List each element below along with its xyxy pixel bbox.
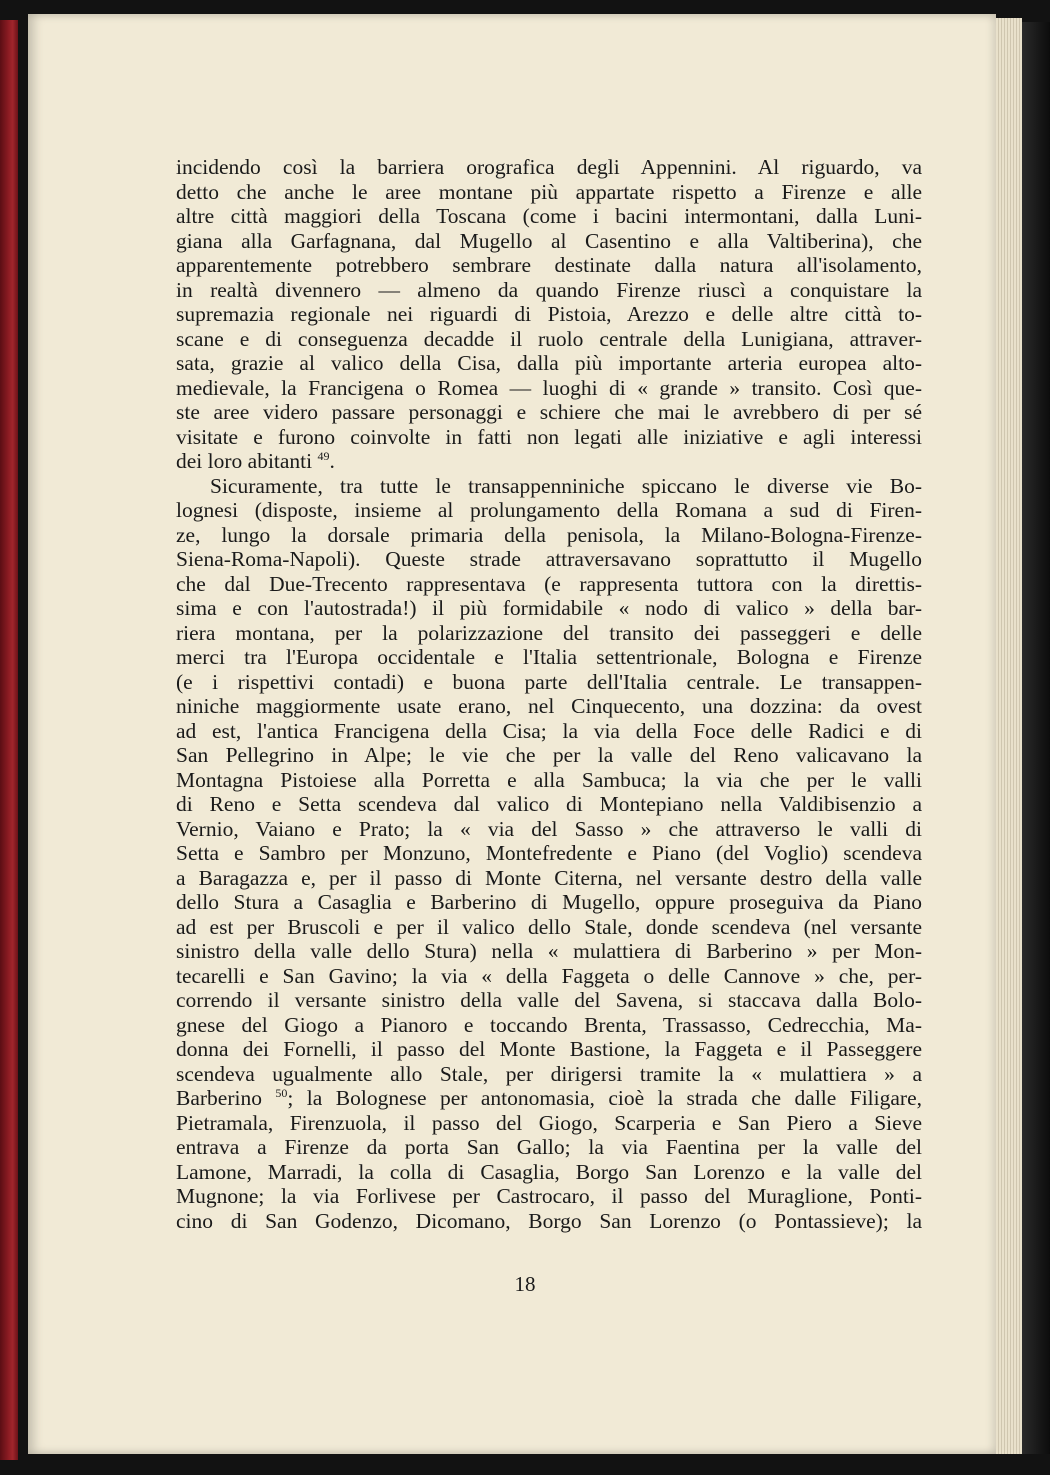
text-line: merci tra l'Europa occidentale e l'Italia settentrionale, Bologna e Firenze — [176, 645, 922, 669]
text-line: tecarelli e San Gavino; la via « della Faggeta o delle Cannove » che, per- — [176, 963, 922, 988]
text-line: medievale, la Francigena o Romea — luoghi di « grande » transito. Così que- — [176, 375, 922, 400]
book-spine-red — [0, 20, 18, 1460]
footnote-ref-49: 49 — [317, 449, 330, 463]
text-line: Pietramala, Firenzuola, il passo del Giogo, Scarperia e San Piero a Sieve — [176, 1110, 922, 1135]
text-line: ze, lungo la dorsale primaria della penisola, la Milano-Bologna-Firenze- — [176, 522, 922, 547]
book-cover-edge — [1022, 22, 1050, 1454]
text-line — [176, 1086, 922, 1111]
text-line: niniche maggiormente usate erano, nel Cinquecento, una dozzina: da ovest — [176, 694, 922, 718]
text-line: dello Stura a Casaglia e Barberino di Mugello, oppure proseguiva da Piano — [176, 890, 922, 914]
text-line: Mugnone; la via Forlivese per Castrocaro, il passo del Muraglione, Ponti- — [176, 1184, 922, 1208]
text-line: che dal Due-Trecento rappresentava (e rappresenta tuttora con la direttis- — [176, 571, 922, 596]
text-line: Vernio, Vaiano e Prato; la « via del Sasso » che attraverso le valli di — [176, 816, 922, 841]
text-line: ad est, l'antica Francigena della Cisa; la via della Foce delle Radici e di — [176, 718, 922, 743]
text-line: lognesi (disposte, insieme al prolungamento della Romana a sud di Firen- — [176, 498, 922, 522]
text-line: altre città maggiori della Toscana (come i bacini intermontani, dalla Luni- — [176, 204, 922, 228]
text-fragment: ; la Bolognese per antonomasia, cioè la strada che dalle Filigare, — [287, 1086, 922, 1110]
text-line: sata, grazie al valico della Cisa, dalla più importante arteria europea alto- — [176, 351, 922, 375]
text-line: di Reno e Setta scendeva dal valico di Montepiano nella Valdibisenzio a — [176, 792, 922, 816]
text-line: Sicuramente, tra tutte le transappenniniche spiccano le diverse vie Bo- — [210, 473, 922, 498]
text-line — [176, 449, 922, 474]
text-line: a Baragazza e, per il passo di Monte Citerna, nel versante destro della valle — [176, 865, 922, 890]
text-line: Montagna Pistoiese alla Porretta e alla Sambuca; la via che per le valli — [176, 767, 922, 792]
text-line: incidendo così la barriera orografica degli Appennini. Al riguardo, va — [176, 155, 922, 179]
text-fragment: Barberino — [176, 1086, 262, 1110]
footnote-ref-50: 50 — [275, 1086, 288, 1100]
text-line: Lamone, Marradi, la colla di Casaglia, Borgo San Lorenzo e la valle del — [176, 1159, 922, 1184]
paragraph-2 — [176, 474, 922, 1234]
text-line: entrava a Firenze da porta San Gallo; la via Faentina per la valle del — [176, 1135, 922, 1159]
text-line: scendeva ugualmente allo Stale, per dirigersi tramite la « mulattiera » a — [176, 1061, 922, 1086]
text-line: giana alla Garfagnana, dal Mugello al Casentino e alla Valtiberina), che — [176, 228, 922, 253]
text-line: cino di San Godenzo, Dicomano, Borgo San Lorenzo (o Pontassieve); la — [176, 1208, 922, 1233]
page-edges — [996, 18, 1022, 1454]
text-line: gnese del Giogo a Pianoro e toccando Brenta, Trassasso, Cedrecchia, Ma- — [176, 1012, 922, 1037]
text-line: supremazia regionale nei riguardi di Pistoia, Arezzo e delle altre città to- — [176, 302, 922, 326]
text-line: Setta e Sambro per Monzuno, Montefredente e Piano (del Voglio) scendeva — [176, 841, 922, 865]
text-line: detto che anche le aree montane più appartate rispetto a Firenze e alle — [176, 179, 922, 204]
body-text — [176, 155, 922, 1233]
paragraph-1 — [176, 155, 922, 474]
text-line: ad est per Bruscoli e per il valico dello Stale, donde scendeva (nel versante — [176, 914, 922, 939]
text-line: sima e con l'autostrada!) il più formidabile « nodo di valico » della bar- — [176, 596, 922, 620]
text-line: sinistro della valle dello Stura) nella « mulattiera di Barberino » per Mon- — [176, 939, 922, 963]
text-line: San Pellegrino in Alpe; le vie che per la valle del Reno valicavano la — [176, 743, 922, 767]
text-line: Siena-Roma-Napoli). Queste strade attraversavano soprattutto il Mugello — [176, 547, 922, 571]
text-line: visitate e furono coinvolte in fatti non legati alle iniziative e agli interessi — [176, 424, 922, 449]
text-line: in realtà divennero — almeno da quando Firenze riuscì a conquistare la — [176, 277, 922, 302]
text-line: ste aree videro passare personaggi e schiere che mai le avrebbero di per sé — [176, 400, 922, 424]
text-line: riera montana, per la polarizzazione del transito dei passeggeri e delle — [176, 620, 922, 645]
text-line: scane e di conseguenza decadde il ruolo centrale della Lunigiana, attraver- — [176, 326, 922, 351]
text-line: apparentemente potrebbero sembrare destinate dalla natura all'isolamento, — [176, 253, 922, 277]
text-line: (e i rispettivi contadi) e buona parte dell'Italia centrale. Le transappen- — [176, 669, 922, 694]
page-number: 18 — [514, 1272, 536, 1296]
text-fragment: dei loro abitanti — [176, 449, 313, 473]
text-line: correndo il versante sinistro della valle del Savena, si staccava dalla Bolo- — [176, 988, 922, 1012]
text-line: donna dei Fornelli, il passo del Monte Bastione, la Faggeta e il Passeggere — [176, 1037, 922, 1061]
text-fragment: . — [329, 449, 335, 473]
